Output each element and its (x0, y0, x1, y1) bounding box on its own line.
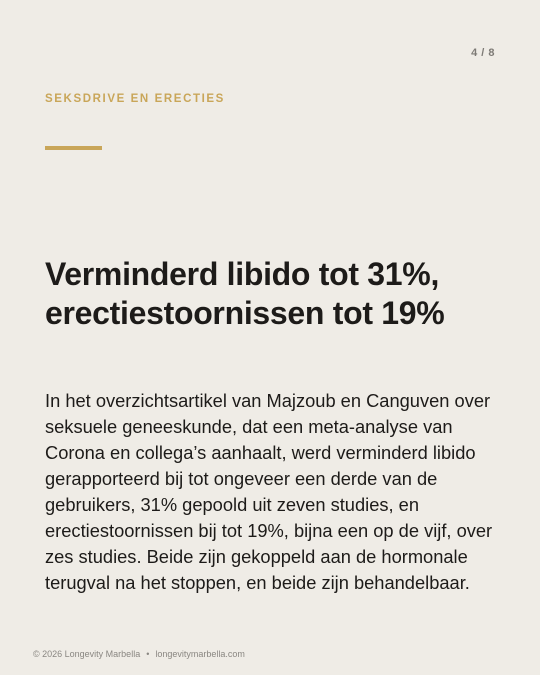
page-counter: 4 / 8 (471, 47, 495, 59)
footer-copyright: © 2026 Longevity Marbella (33, 649, 141, 659)
section-eyebrow: SEKSDRIVE EN ERECTIES (45, 93, 225, 105)
body-paragraph: In het overzichtsartikel van Majzoub en Canguven over seksuele geneeskunde, dat een meta-analyse van Corona en collega’s aanhaalt, werd verminderd libido gerapporteerd bij tot ongeveer een derde van de gebruikers, 31% gepoold uit zeven studies, en erectiestoornissen bij tot 19%, bijna een op de vijf, over zes studies. Beide zijn gekoppeld aan de hormonale terugval na het stoppen, en beide zijn behandelbaar. (45, 390, 493, 593)
footer-website-link[interactable]: longevitymarbella.com (155, 649, 245, 659)
footer-separator: • (146, 649, 150, 659)
footer (33, 649, 245, 659)
accent-rule (45, 146, 102, 150)
headline: Verminderd libido tot 31%, erectiestoornissen tot 19% (45, 256, 445, 331)
